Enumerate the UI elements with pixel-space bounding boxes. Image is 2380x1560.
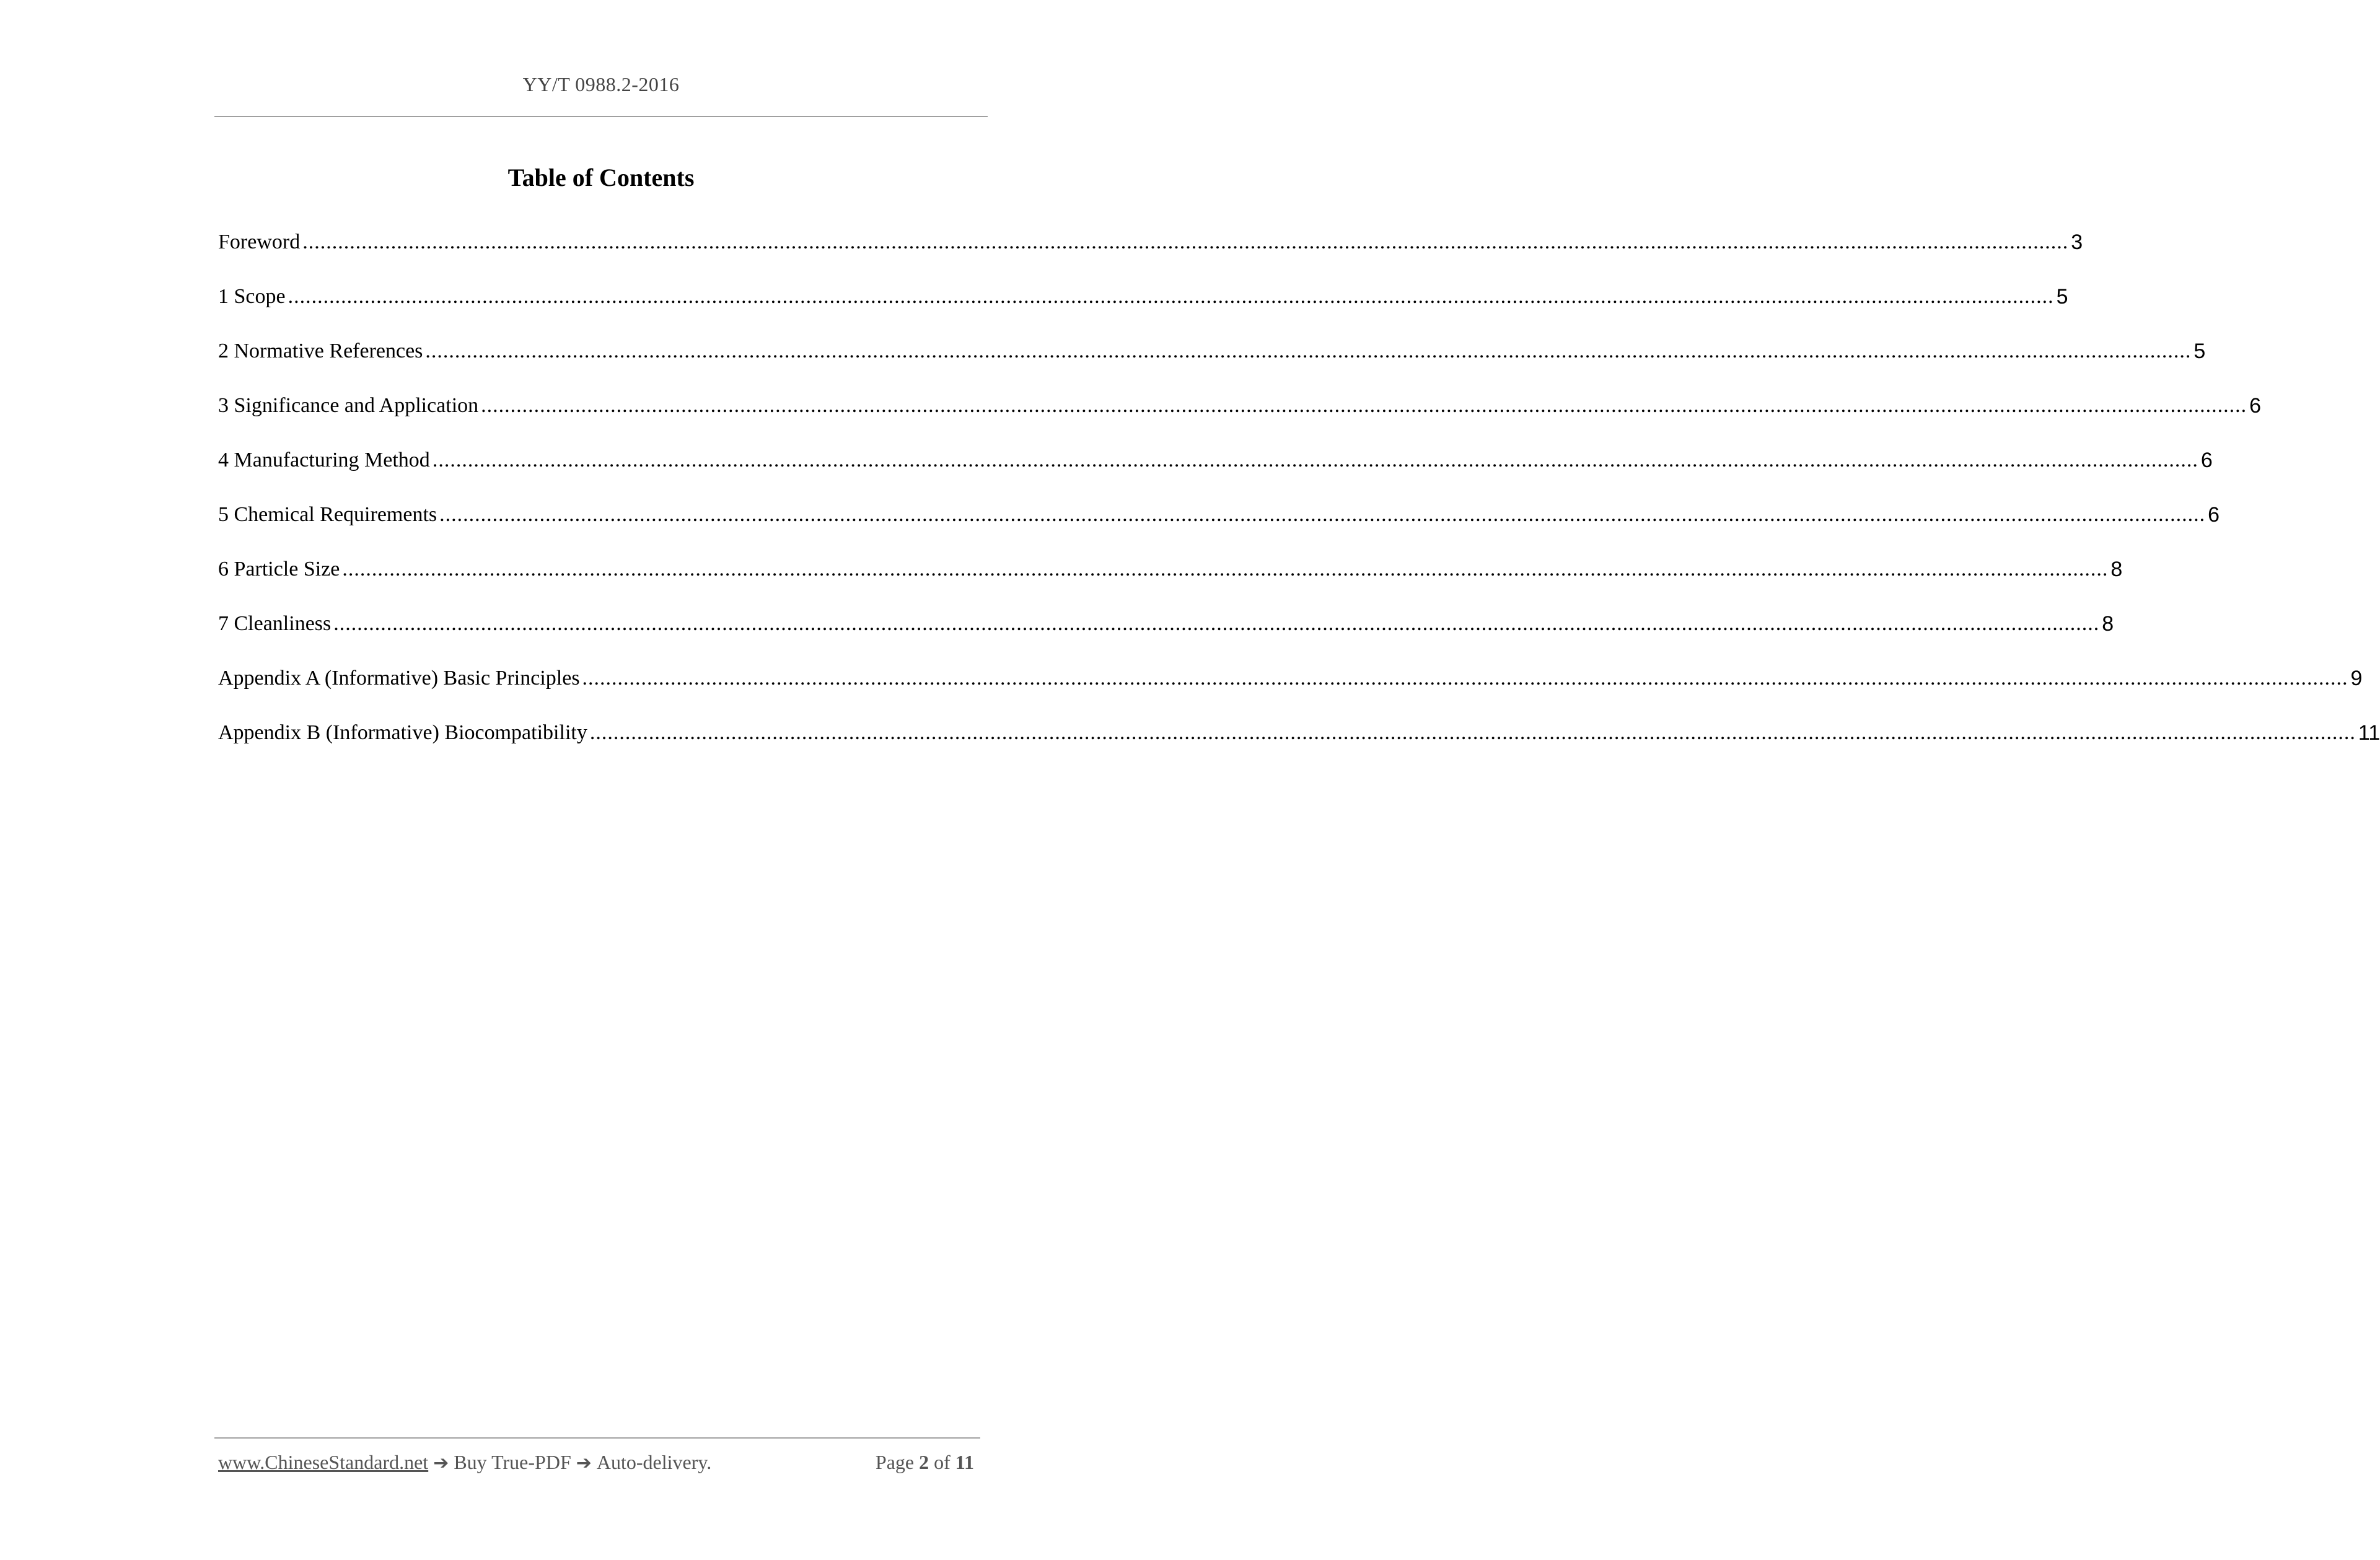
dot-leader: ............................................................................................................................................................................................................................................................................................................ — [342, 558, 2109, 581]
toc-entry-page: 6 — [2208, 503, 2220, 527]
toc-entry-page: 9 — [2350, 667, 2363, 690]
toc-entry-page: 6 — [2200, 449, 2213, 472]
dot-leader: ............................................................................................................................................................................................................................................................................................................ — [481, 394, 2247, 417]
toc-entry-page: 5 — [2056, 285, 2068, 309]
toc-entry-page: 11 — [2358, 721, 2380, 745]
current-page-number: 2 — [919, 1451, 929, 1473]
toc-entry-label: 3 Significance and Application — [218, 394, 479, 417]
toc-entry-label: 5 Chemical Requirements — [218, 503, 437, 526]
page-word: Page — [875, 1451, 915, 1473]
total-pages-number: 11 — [955, 1451, 974, 1473]
toc-entry-label: Appendix A (Informative) Basic Principles — [218, 667, 580, 690]
site-link[interactable]: www.ChineseStandard.net — [218, 1451, 429, 1473]
dot-leader: ............................................................................................................................................................................................................................................................................................................ — [425, 340, 2192, 362]
toc-entry-label: 2 Normative References — [218, 340, 423, 362]
page-footer — [218, 1451, 979, 1482]
header-divider — [214, 116, 988, 117]
toc-entry-page: 5 — [2193, 340, 2206, 363]
toc-entry-normative-references[interactable] — [218, 334, 2206, 388]
toc-entry-chemical-requirements[interactable] — [218, 497, 2220, 552]
toc-entry-label: Foreword — [218, 230, 301, 253]
dot-leader: ............................................................................................................................................................................................................................................................................................................ — [302, 230, 2069, 253]
toc-entry-page: 6 — [2249, 394, 2262, 418]
right-arrow-icon: ➔ — [576, 1452, 592, 1474]
toc-entry-label: Appendix B (Informative) Biocompatibility — [218, 721, 587, 744]
toc-entry-label: 4 Manufacturing Method — [218, 449, 430, 471]
toc-entry-label: 7 Cleanliness — [218, 612, 332, 635]
page-counter — [876, 1451, 979, 1474]
toc-entry-foreword[interactable] — [218, 225, 2083, 279]
footer-divider — [214, 1437, 980, 1439]
toc-entry-cleanliness[interactable] — [218, 607, 2114, 661]
dot-leader: ............................................................................................................................................................................................................................................................................................................ — [288, 285, 2054, 308]
toc-entry-appendix-a[interactable] — [218, 661, 2363, 716]
toc-entry-page: 3 — [2071, 230, 2083, 254]
dot-leader: ............................................................................................................................................................................................................................................................................................................ — [582, 667, 2348, 690]
toc-entry-scope[interactable] — [218, 279, 2068, 334]
toc-entry-particle-size[interactable] — [218, 552, 2123, 607]
dot-leader: ............................................................................................................................................................................................................................................................................................................ — [333, 612, 2100, 635]
toc-entry-manufacturing-method[interactable] — [218, 443, 2213, 497]
toc-entry-label: 6 Particle Size — [218, 558, 340, 581]
toc-entry-label: 1 Scope — [218, 285, 286, 308]
footer-step-buy: Buy True-PDF — [454, 1451, 571, 1473]
toc-entry-significance[interactable] — [218, 388, 2262, 443]
toc-entry-appendix-b[interactable] — [218, 716, 2380, 770]
footer-promo — [218, 1451, 711, 1474]
dot-leader: ............................................................................................................................................................................................................................................................................................................ — [439, 503, 2206, 526]
dot-leader: ............................................................................................................................................................................................................................................................................................................ — [432, 449, 2198, 471]
footer-step-delivery: Auto-delivery. — [596, 1451, 712, 1473]
dot-leader: ............................................................................................................................................................................................................................................................................................................ — [589, 721, 2356, 744]
toc-entry-page: 8 — [2110, 558, 2123, 581]
toc-title: Table of Contents — [507, 164, 695, 191]
right-arrow-icon: ➔ — [433, 1452, 449, 1474]
of-word: of — [934, 1451, 951, 1473]
toc-list — [218, 225, 2380, 770]
page-header: YY/T 0988.2-2016 — [522, 73, 680, 95]
toc-entry-page: 8 — [2102, 612, 2114, 636]
